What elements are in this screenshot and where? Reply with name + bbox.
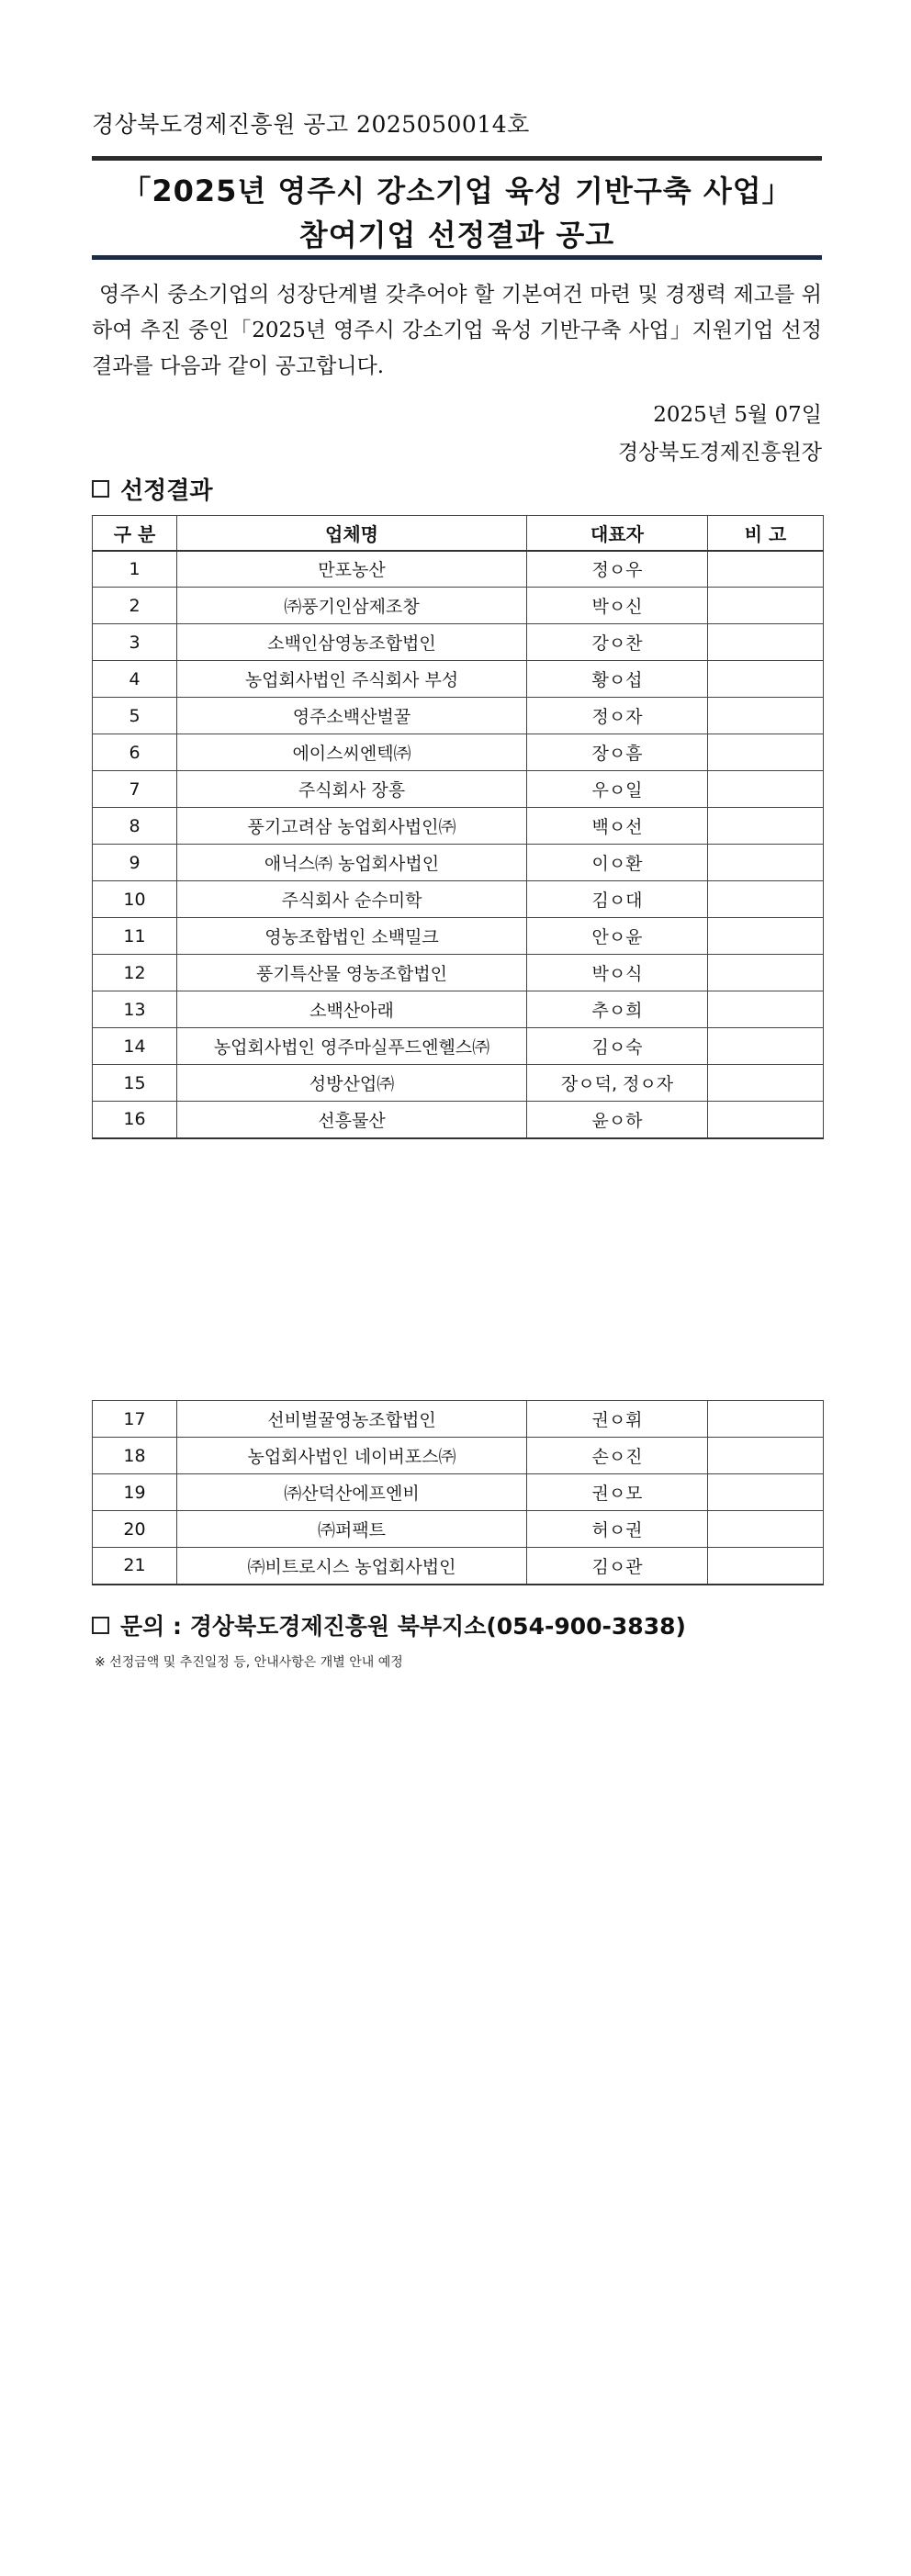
cell-no: 19	[93, 1474, 177, 1511]
cell-no: 8	[93, 808, 177, 845]
cell-no: 7	[93, 771, 177, 808]
results-table-part-1	[92, 515, 824, 1139]
cell-company: 주식회사 순수미학	[177, 881, 527, 918]
issuer-name: 경상북도경제진흥원장	[617, 441, 822, 465]
cell-representative: 윤ㅇ하	[527, 1102, 708, 1138]
contact-info	[92, 1608, 686, 1641]
table-row	[93, 918, 824, 955]
cell-representative: 박ㅇ신	[527, 588, 708, 624]
cell-representative: 정ㅇ자	[527, 698, 708, 734]
table-row	[93, 734, 824, 771]
header-representative: 대표자	[527, 516, 708, 551]
cell-no: 12	[93, 955, 177, 991]
cell-note	[708, 1102, 824, 1138]
cell-no: 9	[93, 845, 177, 881]
cell-no: 13	[93, 991, 177, 1028]
table-row	[93, 1028, 824, 1065]
table-row	[93, 845, 824, 881]
cell-representative: 추ㅇ희	[527, 991, 708, 1028]
cell-no: 16	[93, 1102, 177, 1138]
table-row	[93, 698, 824, 734]
cell-note	[708, 1065, 824, 1102]
cell-representative: 김ㅇ대	[527, 881, 708, 918]
table-row	[93, 991, 824, 1028]
cell-company: ㈜산덕산에프엔비	[177, 1474, 527, 1511]
cell-note	[708, 881, 824, 918]
cell-representative: 김ㅇ관	[527, 1548, 708, 1585]
announcement-date: 2025년 5월 07일	[653, 403, 822, 427]
cell-no: 6	[93, 734, 177, 771]
cell-company: 농업회사법인 주식회사 부성	[177, 661, 527, 698]
cell-representative: 장ㅇ흠	[527, 734, 708, 771]
table-row	[93, 1511, 824, 1548]
cell-company: 주식회사 장흥	[177, 771, 527, 808]
cell-company: 선비벌꿀영농조합법인	[177, 1401, 527, 1438]
cell-no: 18	[93, 1438, 177, 1474]
page-title-line-1: 「2025년 영주시 강소기업 육성 기반구축 사업」	[121, 174, 793, 208]
page-title-line-2: 참여기업 선정결과 공고	[298, 218, 615, 252]
cell-note	[708, 1028, 824, 1065]
cell-company: 영농조합법인 소백밀크	[177, 918, 527, 955]
header-no: 구 분	[93, 516, 177, 551]
cell-representative: 안ㅇ윤	[527, 918, 708, 955]
cell-no: 5	[93, 698, 177, 734]
cell-company: ㈜퍼팩트	[177, 1511, 527, 1548]
cell-no: 2	[93, 588, 177, 624]
cell-note	[708, 771, 824, 808]
cell-note	[708, 588, 824, 624]
header-company: 업체명	[177, 516, 527, 551]
cell-company: 농업회사법인 영주마실푸드엔헬스㈜	[177, 1028, 527, 1065]
results-table-part-2	[92, 1400, 824, 1585]
cell-no: 14	[93, 1028, 177, 1065]
cell-representative: 정ㅇ우	[527, 551, 708, 588]
table-row	[93, 771, 824, 808]
cell-company: 풍기고려삼 농업회사법인㈜	[177, 808, 527, 845]
table-row	[93, 1438, 824, 1474]
cell-company: 소백인삼영농조합법인	[177, 624, 527, 661]
cell-no: 15	[93, 1065, 177, 1102]
cell-note	[708, 1438, 824, 1474]
table-row	[93, 808, 824, 845]
cell-note	[708, 551, 824, 588]
table-row	[93, 955, 824, 991]
cell-note	[708, 1474, 824, 1511]
cell-representative: 권ㅇ모	[527, 1474, 708, 1511]
footnote: ※ 선정금액 및 추진일정 등, 안내사항은 개별 안내 예정	[95, 1655, 403, 1670]
table-row	[93, 1401, 824, 1438]
cell-representative: 김ㅇ숙	[527, 1028, 708, 1065]
header-note: 비 고	[708, 516, 824, 551]
cell-no: 20	[93, 1511, 177, 1548]
table-row	[93, 1548, 824, 1585]
cell-no: 21	[93, 1548, 177, 1585]
table-row	[93, 1102, 824, 1138]
cell-company: 에이스씨엔텍㈜	[177, 734, 527, 771]
section-heading-label: 선정결과	[120, 477, 213, 505]
cell-representative: 황ㅇ섭	[527, 661, 708, 698]
cell-company: 농업회사법인 네이버포스㈜	[177, 1438, 527, 1474]
cell-no: 1	[93, 551, 177, 588]
cell-note	[708, 734, 824, 771]
table-row	[93, 1065, 824, 1102]
cell-representative: 허ㅇ권	[527, 1511, 708, 1548]
title-top-rule	[92, 156, 822, 161]
section-heading-results	[92, 472, 212, 506]
cell-representative: 우ㅇ일	[527, 771, 708, 808]
table-row	[93, 551, 824, 588]
cell-company: 풍기특산물 영농조합법인	[177, 955, 527, 991]
cell-representative: 백ㅇ선	[527, 808, 708, 845]
table-row	[93, 1474, 824, 1511]
cell-note	[708, 991, 824, 1028]
cell-representative: 박ㅇ식	[527, 955, 708, 991]
document-number: 경상북도경제진흥원 공고 2025050014호	[92, 111, 530, 138]
cell-company: ㈜풍기인삼제조창	[177, 588, 527, 624]
cell-representative: 강ㅇ찬	[527, 624, 708, 661]
square-bullet-icon	[92, 480, 109, 498]
table-row	[93, 661, 824, 698]
table-row	[93, 881, 824, 918]
title-bottom-rule	[92, 255, 822, 260]
cell-note	[708, 845, 824, 881]
cell-note	[708, 1511, 824, 1548]
cell-no: 10	[93, 881, 177, 918]
contact-text: 문의 : 경상북도경제진흥원 북부지소(054-900-3838)	[120, 1613, 686, 1640]
cell-note	[708, 1548, 824, 1585]
cell-no: 11	[93, 918, 177, 955]
cell-representative: 장ㅇ덕, 정ㅇ자	[527, 1065, 708, 1102]
cell-company: 성방산업㈜	[177, 1065, 527, 1102]
cell-no: 3	[93, 624, 177, 661]
cell-representative: 이ㅇ환	[527, 845, 708, 881]
cell-note	[708, 698, 824, 734]
cell-company: ㈜비트로시스 농업회사법인	[177, 1548, 527, 1585]
cell-no: 4	[93, 661, 177, 698]
cell-company: 소백산아래	[177, 991, 527, 1028]
table-header-row	[93, 516, 824, 551]
cell-company: 영주소백산벌꿀	[177, 698, 527, 734]
table-row	[93, 588, 824, 624]
cell-note	[708, 808, 824, 845]
cell-note	[708, 1401, 824, 1438]
intro-paragraph: 영주시 중소기업의 성장단계별 갖추어야 할 기본여건 마련 및 경쟁력 제고를 위하여 추진 중인「2025년 영주시 강소기업 육성 기반구축 사업」지원기업 선정결과를 다음과 같이 공고합니다.	[92, 283, 822, 378]
cell-note	[708, 624, 824, 661]
square-bullet-icon	[92, 1617, 109, 1634]
cell-representative: 손ㅇ진	[527, 1438, 708, 1474]
cell-note	[708, 955, 824, 991]
table-row	[93, 624, 824, 661]
cell-company: 선흥물산	[177, 1102, 527, 1138]
cell-note	[708, 661, 824, 698]
cell-note	[708, 918, 824, 955]
cell-company: 애닉스㈜ 농업회사법인	[177, 845, 527, 881]
cell-representative: 권ㅇ휘	[527, 1401, 708, 1438]
cell-no: 17	[93, 1401, 177, 1438]
cell-company: 만포농산	[177, 551, 527, 588]
